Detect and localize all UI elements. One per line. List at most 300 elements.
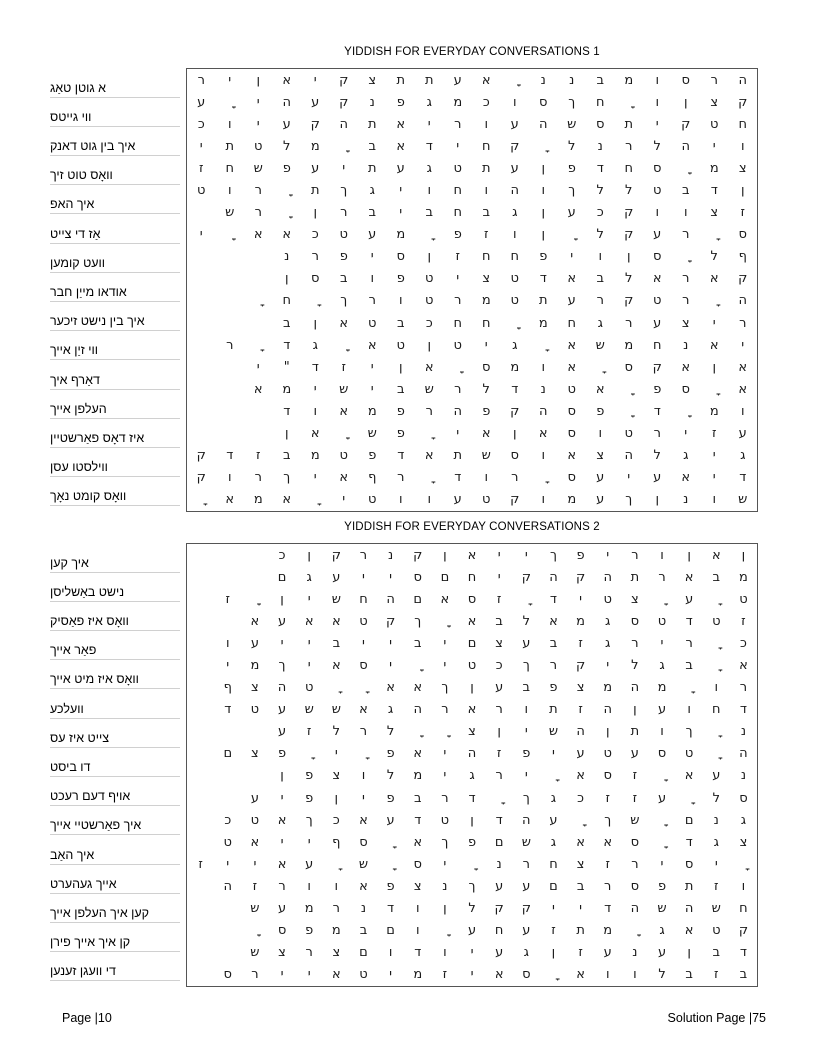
letter-grid-cell[interactable]: ר	[340, 205, 348, 221]
letter-grid-cell[interactable]: "	[283, 359, 290, 375]
letter-grid-cell[interactable]: א	[282, 227, 292, 243]
letter-grid-cell[interactable]: ם	[277, 569, 287, 585]
letter-grid-cell[interactable]	[513, 588, 540, 610]
letter-grid-cell[interactable]: מ	[576, 613, 585, 629]
letter-grid-cell[interactable]: ה	[549, 569, 558, 585]
letter-grid-cell[interactable]: ה	[339, 116, 348, 132]
letter-grid-cell[interactable]: י	[655, 116, 659, 132]
letter-grid-cell[interactable]: ע	[522, 923, 531, 939]
letter-grid-cell[interactable]: ר	[368, 293, 376, 309]
letter-grid-cell[interactable]: ע	[549, 812, 558, 828]
letter-grid-cell[interactable]: ך	[414, 613, 422, 629]
letter-grid-cell[interactable]: א	[549, 613, 558, 629]
letter-grid-cell[interactable]: ג	[683, 448, 689, 464]
letter-grid-cell[interactable]: ר	[653, 426, 661, 442]
letter-grid-cell[interactable]	[301, 290, 330, 312]
letter-grid-cell[interactable]: ס	[596, 116, 605, 132]
letter-grid-cell[interactable]: ל	[653, 138, 661, 154]
letter-grid-cell[interactable]: נ	[360, 901, 367, 917]
letter-grid-cell[interactable]: ר	[658, 569, 666, 585]
letter-grid-cell[interactable]	[529, 467, 558, 489]
letter-grid-cell[interactable]: א	[339, 470, 349, 486]
letter-grid-cell[interactable]	[214, 942, 241, 964]
letter-grid-cell[interactable]: ק	[339, 94, 349, 110]
letter-grid-cell[interactable]: פ	[522, 746, 531, 762]
letter-grid-cell[interactable]: ד	[454, 470, 462, 486]
letter-grid-cell[interactable]: ס	[567, 470, 576, 486]
letter-grid-cell[interactable]: א	[567, 448, 577, 464]
letter-grid-cell[interactable]: י	[313, 381, 317, 397]
letter-grid-cell[interactable]: ן	[443, 901, 447, 917]
letter-grid-cell[interactable]: ק	[339, 72, 349, 88]
letter-grid-cell[interactable]: ס	[311, 271, 320, 287]
letter-grid-cell[interactable]: ר	[631, 547, 639, 563]
letter-grid-cell[interactable]: ה	[630, 680, 640, 696]
letter-grid-cell[interactable]: ך	[568, 94, 576, 110]
letter-grid-cell[interactable]: ק	[681, 116, 691, 132]
letter-grid-cell[interactable]: ס	[413, 856, 422, 872]
letter-grid-cell[interactable]: ט	[684, 746, 694, 762]
letter-grid-cell[interactable]: צ	[482, 271, 491, 287]
letter-grid-cell[interactable]	[377, 831, 404, 853]
letter-grid-cell[interactable]: ע	[311, 94, 320, 110]
letter-grid-cell[interactable]: י	[307, 967, 311, 983]
letter-grid-cell[interactable]: ל	[710, 249, 718, 265]
letter-grid-cell[interactable]: א	[467, 613, 477, 629]
letter-grid-cell[interactable]: ע	[522, 635, 531, 651]
letter-grid-cell[interactable]: ת	[624, 116, 634, 132]
letter-grid-cell[interactable]: ד	[539, 271, 547, 287]
letter-grid-cell[interactable]: כ	[482, 94, 490, 110]
letter-grid-cell[interactable]: מ	[709, 403, 719, 419]
letter-grid-cell[interactable]: פ	[277, 746, 287, 762]
letter-grid-cell[interactable]: ב	[282, 448, 291, 464]
letter-grid-cell[interactable]: ה	[576, 724, 585, 740]
letter-grid-cell[interactable]: י	[342, 492, 346, 508]
letter-grid-cell[interactable]	[350, 677, 377, 699]
letter-grid-cell[interactable]: ת	[396, 72, 406, 88]
letter-grid-cell[interactable]: י	[484, 337, 488, 353]
letter-grid-cell[interactable]: ר	[454, 381, 462, 397]
letter-grid-cell[interactable]: ב	[282, 315, 291, 331]
letter-grid-cell[interactable]: נ	[540, 72, 546, 88]
letter-grid-cell[interactable]: ח	[482, 138, 491, 154]
letter-grid-cell[interactable]: י	[199, 227, 203, 243]
letter-grid-cell[interactable]: י	[741, 337, 745, 353]
letter-grid-cell[interactable]: ג	[387, 702, 394, 718]
letter-grid-cell[interactable]: ן	[687, 945, 691, 961]
letter-grid-cell[interactable]: ט	[250, 812, 260, 828]
letter-grid-cell[interactable]: ר	[625, 315, 633, 331]
letter-grid-cell[interactable]: ר	[441, 790, 449, 806]
letter-grid-cell[interactable]	[214, 721, 241, 743]
letter-grid-cell[interactable]	[540, 964, 567, 986]
letter-grid-cell[interactable]: א	[339, 315, 349, 331]
letter-grid-cell[interactable]: י	[497, 547, 501, 563]
letter-grid-cell[interactable]: ט	[653, 293, 662, 309]
letter-grid-cell[interactable]: ד	[739, 470, 747, 486]
letter-grid-cell[interactable]: א	[739, 658, 748, 674]
letter-grid-cell[interactable]: ד	[739, 945, 747, 961]
letter-grid-cell[interactable]: ש	[253, 160, 263, 176]
letter-grid-cell[interactable]: ט	[339, 227, 348, 243]
letter-grid-cell[interactable]: ד	[685, 613, 693, 629]
letter-grid-cell[interactable]: ש	[304, 702, 314, 718]
letter-grid-cell[interactable]: צ	[368, 72, 377, 88]
letter-grid-cell[interactable]	[244, 400, 273, 422]
letter-grid-cell[interactable]: י	[313, 470, 317, 486]
letter-grid-cell[interactable]: ף	[332, 834, 341, 850]
letter-grid-cell[interactable]	[216, 312, 245, 334]
letter-grid-cell[interactable]	[323, 853, 350, 875]
letter-grid-cell[interactable]: ו	[313, 403, 318, 419]
letter-grid-cell[interactable]	[529, 334, 558, 356]
letter-grid-cell[interactable]: ד	[414, 812, 422, 828]
letter-grid-cell[interactable]: א	[367, 337, 377, 353]
letter-grid-cell[interactable]: ת	[576, 923, 585, 939]
letter-grid-cell[interactable]: ש	[358, 856, 369, 872]
letter-grid-cell[interactable]: ח	[653, 337, 662, 353]
letter-grid-cell[interactable]	[187, 787, 214, 809]
letter-grid-cell[interactable]: ר	[682, 293, 690, 309]
letter-grid-cell[interactable]: ז	[455, 249, 460, 265]
letter-grid-cell[interactable]: ו	[655, 72, 660, 88]
letter-grid-cell[interactable]: ש	[339, 381, 349, 397]
letter-grid-cell[interactable]	[241, 721, 268, 743]
letter-grid-cell[interactable]: י	[370, 249, 374, 265]
letter-grid-cell[interactable]: י	[370, 359, 374, 375]
letter-grid-cell[interactable]: א	[738, 359, 748, 375]
letter-grid-cell[interactable]: י	[606, 547, 610, 563]
letter-grid-cell[interactable]: מ	[603, 680, 613, 696]
letter-grid-cell[interactable]: ן	[313, 315, 318, 331]
letter-grid-cell[interactable]: ט	[304, 680, 314, 696]
letter-grid-cell[interactable]: ע	[197, 94, 206, 110]
letter-grid-cell[interactable]: ר	[739, 315, 747, 331]
letter-grid-cell[interactable]: ו	[598, 426, 603, 442]
letter-grid-cell[interactable]: ע	[738, 426, 747, 442]
letter-grid-cell[interactable]: י	[256, 94, 260, 110]
letter-grid-cell[interactable]: ט	[425, 271, 434, 287]
letter-grid-cell[interactable]: ס	[738, 227, 747, 243]
letter-grid-cell[interactable]	[377, 853, 404, 875]
letter-grid-cell[interactable]: ע	[495, 878, 504, 894]
letter-grid-cell[interactable]: ע	[603, 945, 612, 961]
letter-grid-cell[interactable]: ר	[425, 403, 433, 419]
letter-grid-cell[interactable]: ז	[578, 635, 583, 651]
letter-grid-cell[interactable]	[187, 809, 214, 831]
letter-grid-cell[interactable]: א	[250, 613, 260, 629]
letter-grid-cell[interactable]: ע	[712, 768, 721, 784]
letter-grid-cell[interactable]: ק	[413, 547, 423, 563]
letter-grid-cell[interactable]: ע	[596, 470, 605, 486]
letter-grid-cell[interactable]	[700, 290, 729, 312]
letter-grid-cell[interactable]: ד	[224, 702, 232, 718]
letter-grid-cell[interactable]: ש	[711, 901, 721, 917]
letter-grid-cell[interactable]: כ	[278, 547, 286, 563]
letter-grid-cell[interactable]: ק	[510, 403, 520, 419]
letter-grid-cell[interactable]: י	[714, 856, 718, 872]
letter-grid-cell[interactable]: ו	[225, 635, 230, 651]
letter-grid-cell[interactable]: מ	[310, 448, 320, 464]
letter-grid-cell[interactable]: י	[712, 470, 716, 486]
letter-grid-cell[interactable]: א	[253, 227, 263, 243]
letter-grid-cell[interactable]	[244, 312, 273, 334]
letter-grid-cell[interactable]: ט	[254, 138, 263, 154]
letter-grid-cell[interactable]: ל	[522, 613, 530, 629]
letter-grid-cell[interactable]: ג	[306, 569, 312, 585]
letter-grid-cell[interactable]: ע	[596, 492, 605, 508]
letter-grid-cell[interactable]: ט	[603, 746, 612, 762]
letter-grid-cell[interactable]: ר	[311, 249, 319, 265]
letter-grid-cell[interactable]: מ	[624, 72, 634, 88]
letter-grid-cell[interactable]: ס	[630, 613, 640, 629]
letter-grid-cell[interactable]: ר	[397, 470, 405, 486]
letter-grid-cell[interactable]	[703, 721, 730, 743]
letter-grid-cell[interactable]	[187, 312, 216, 334]
letter-grid-cell[interactable]: צ	[739, 834, 748, 850]
letter-grid-cell[interactable]	[187, 334, 216, 356]
letter-grid-cell[interactable]: מ	[250, 658, 260, 674]
letter-grid-cell[interactable]: ב	[413, 790, 422, 806]
letter-grid-cell[interactable]: צ	[495, 635, 504, 651]
letter-grid-cell[interactable]: י	[389, 569, 393, 585]
letter-grid-cell[interactable]: ל	[596, 183, 604, 199]
letter-grid-cell[interactable]: י	[470, 967, 474, 983]
letter-grid-2[interactable]	[187, 544, 757, 986]
letter-grid-cell[interactable]	[187, 632, 214, 654]
letter-grid-cell[interactable]: ג	[659, 923, 665, 939]
letter-grid-cell[interactable]: ד	[549, 591, 557, 607]
letter-grid-cell[interactable]: ק	[510, 492, 520, 508]
letter-grid-cell[interactable]: ט	[482, 492, 491, 508]
letter-grid-cell[interactable]: ך	[278, 658, 286, 674]
letter-grid-cell[interactable]: ה	[681, 138, 690, 154]
letter-grid-cell[interactable]: א	[567, 337, 577, 353]
letter-grid-cell[interactable]: ז	[578, 945, 583, 961]
letter-grid-cell[interactable]	[615, 400, 644, 422]
letter-grid-cell[interactable]	[676, 787, 703, 809]
letter-grid-cell[interactable]: פ	[453, 227, 462, 243]
letter-grid-cell[interactable]: ד	[283, 403, 291, 419]
letter-grid-cell[interactable]	[241, 920, 268, 942]
letter-grid-cell[interactable]: ר	[226, 337, 234, 353]
letter-grid-cell[interactable]: ב	[413, 635, 422, 651]
letter-grid-cell[interactable]: ז	[442, 967, 448, 983]
letter-grid-cell[interactable]: ו	[541, 359, 546, 375]
letter-grid-cell[interactable]: ט	[339, 448, 348, 464]
letter-grid-cell[interactable]: פ	[386, 878, 395, 894]
letter-grid-cell[interactable]: ך	[305, 812, 313, 828]
letter-grid-cell[interactable]	[187, 942, 214, 964]
letter-grid-cell[interactable]	[350, 743, 377, 765]
letter-grid-cell[interactable]: י	[443, 635, 447, 651]
letter-grid-cell[interactable]: ת	[549, 702, 558, 718]
letter-grid-cell[interactable]: ת	[538, 293, 548, 309]
letter-grid-cell[interactable]: א	[310, 426, 320, 442]
letter-grid-cell[interactable]	[415, 224, 444, 246]
letter-grid-cell[interactable]: ן	[605, 724, 610, 740]
letter-grid-cell[interactable]: ך	[468, 878, 476, 894]
letter-grid-cell[interactable]	[621, 920, 648, 942]
letter-grid-cell[interactable]: ר	[631, 856, 639, 872]
letter-grid-cell[interactable]: ן	[512, 426, 517, 442]
letter-grid-cell[interactable]: ח	[510, 249, 519, 265]
letter-grid-cell[interactable]: מ	[453, 94, 463, 110]
letter-grid-cell[interactable]	[187, 610, 214, 632]
letter-grid-cell[interactable]: ר	[359, 547, 368, 563]
letter-grid-cell[interactable]: ס	[657, 746, 667, 762]
letter-grid-cell[interactable]: ז	[605, 790, 610, 806]
letter-grid-cell[interactable]: צ	[576, 856, 585, 872]
letter-grid-cell[interactable]: ך	[522, 658, 530, 674]
letter-grid-cell[interactable]: ן	[470, 680, 474, 696]
letter-grid-cell[interactable]: י	[456, 426, 460, 442]
letter-grid-cell[interactable]: ת	[630, 724, 640, 740]
letter-grid-cell[interactable]: צ	[710, 205, 719, 221]
letter-grid-cell[interactable]: ר	[495, 768, 503, 784]
letter-grid-cell[interactable]: ו	[541, 492, 546, 508]
letter-grid-cell[interactable]: ו	[484, 470, 489, 486]
letter-grid-cell[interactable]	[216, 423, 245, 445]
letter-grid-cell[interactable]: ת	[684, 878, 694, 894]
letter-grid-cell[interactable]: צ	[278, 945, 286, 961]
letter-grid-cell[interactable]: ב	[712, 945, 721, 961]
letter-grid-cell[interactable]: ו	[655, 94, 660, 110]
letter-grid-cell[interactable]: ט	[510, 271, 519, 287]
letter-grid-cell[interactable]: כ	[425, 315, 433, 331]
letter-grid-cell[interactable]: ש	[521, 834, 531, 850]
letter-grid-cell[interactable]: ד	[685, 834, 693, 850]
letter-grid-cell[interactable]: ט	[624, 426, 633, 442]
letter-grid-cell[interactable]	[187, 423, 216, 445]
letter-grid-cell[interactable]: א	[277, 812, 287, 828]
letter-grid-cell[interactable]: י	[627, 470, 631, 486]
letter-grid-cell[interactable]: פ	[576, 547, 585, 563]
letter-grid-cell[interactable]: י	[570, 249, 574, 265]
letter-grid-cell[interactable]: ך	[522, 790, 530, 806]
letter-grid-cell[interactable]: ן	[633, 702, 637, 718]
letter-grid-cell[interactable]	[323, 677, 350, 699]
letter-grid-cell[interactable]	[296, 743, 323, 765]
letter-grid-cell[interactable]: ז	[483, 227, 489, 243]
letter-grid-cell[interactable]: ח	[739, 901, 748, 917]
letter-grid-cell[interactable]: י	[307, 834, 311, 850]
letter-grid-cell[interactable]: ב	[685, 658, 693, 674]
letter-grid-cell[interactable]: ז	[632, 768, 638, 784]
letter-grid-cell[interactable]: ף	[738, 249, 747, 265]
letter-grid-cell[interactable]	[558, 224, 587, 246]
letter-grid-cell[interactable]: ך	[604, 812, 612, 828]
letter-grid-cell[interactable]	[301, 489, 330, 511]
letter-grid-cell[interactable]: נ	[683, 492, 689, 508]
letter-grid-cell[interactable]: ה	[467, 746, 477, 762]
letter-grid-cell[interactable]: א	[567, 359, 577, 375]
letter-grid-cell[interactable]: י	[712, 315, 716, 331]
letter-grid-cell[interactable]: ח	[738, 116, 747, 132]
letter-grid-cell[interactable]: פ	[657, 878, 667, 894]
letter-grid-cell[interactable]: ו	[427, 492, 432, 508]
letter-grid-cell[interactable]: ו	[388, 945, 393, 961]
letter-grid-cell[interactable]: צ	[681, 315, 690, 331]
letter-grid-cell[interactable]: ה	[282, 94, 291, 110]
letter-grid-cell[interactable]: צ	[332, 945, 341, 961]
letter-grid-cell[interactable]	[241, 566, 268, 588]
letter-grid-cell[interactable]: ל	[625, 271, 633, 287]
letter-grid-cell[interactable]	[187, 588, 214, 610]
letter-grid-cell[interactable]	[486, 787, 513, 809]
letter-grid-cell[interactable]: ר	[604, 878, 612, 894]
letter-grid-cell[interactable]: ס	[223, 967, 232, 983]
letter-grid-cell[interactable]: י	[280, 635, 284, 651]
letter-grid-cell[interactable]: ר	[631, 635, 639, 651]
letter-grid-cell[interactable]: י	[606, 658, 610, 674]
letter-grid-cell[interactable]	[187, 920, 214, 942]
letter-grid-cell[interactable]	[241, 588, 268, 610]
letter-grid-cell[interactable]: ז	[714, 878, 719, 894]
letter-grid-cell[interactable]: ו	[307, 878, 311, 894]
letter-grid-cell[interactable]: ט	[739, 591, 748, 607]
letter-grid-cell[interactable]: מ	[282, 381, 292, 397]
letter-grid-cell[interactable]: ה	[738, 72, 747, 88]
letter-grid-cell[interactable]	[216, 400, 245, 422]
letter-grid-cell[interactable]: ו	[660, 724, 664, 740]
letter-grid-cell[interactable]: ח	[359, 591, 368, 607]
letter-grid-cell[interactable]: ט	[453, 160, 462, 176]
letter-grid-cell[interactable]	[214, 787, 241, 809]
letter-grid-cell[interactable]: י	[307, 635, 311, 651]
letter-grid-cell[interactable]	[216, 91, 245, 113]
letter-grid-cell[interactable]: א	[396, 138, 406, 154]
letter-grid-cell[interactable]: א	[567, 271, 577, 287]
letter-grid-cell[interactable]: א	[386, 680, 395, 696]
letter-grid-cell[interactable]: ר	[251, 967, 259, 983]
letter-grid-cell[interactable]: ע	[576, 746, 585, 762]
letter-grid-cell[interactable]: ר	[682, 271, 690, 287]
letter-grid-cell[interactable]: ש	[367, 426, 377, 442]
letter-grid-cell[interactable]: ט	[712, 923, 721, 939]
letter-grid-cell[interactable]: ל	[625, 183, 633, 199]
letter-grid-cell[interactable]: ת	[225, 138, 235, 154]
letter-grid-cell[interactable]: א	[467, 702, 477, 718]
letter-grid-cell[interactable]: ג	[312, 337, 318, 353]
letter-grid-cell[interactable]: א	[413, 680, 423, 696]
letter-grid-cell[interactable]	[648, 765, 675, 787]
letter-grid-cell[interactable]: ל	[631, 658, 639, 674]
letter-grid-cell[interactable]: ן	[307, 547, 311, 563]
letter-grid-cell[interactable]: ו	[227, 470, 232, 486]
letter-grid-cell[interactable]: ן	[280, 768, 284, 784]
letter-grid-cell[interactable]: ע	[685, 591, 694, 607]
letter-grid-cell[interactable]: ף	[223, 680, 232, 696]
letter-grid-cell[interactable]: ז	[605, 856, 610, 872]
letter-grid-cell[interactable]	[330, 135, 359, 157]
letter-grid-cell[interactable]: י	[280, 967, 284, 983]
letter-grid-cell[interactable]: ע	[396, 160, 405, 176]
letter-grid-cell[interactable]: מ	[510, 359, 520, 375]
letter-grid-cell[interactable]: ח	[712, 702, 721, 718]
letter-grid-cell[interactable]	[703, 654, 730, 676]
letter-grid-cell[interactable]: ל	[468, 901, 476, 917]
letter-grid-cell[interactable]: ע	[250, 635, 259, 651]
letter-grid-cell[interactable]: ס	[681, 381, 690, 397]
letter-grid-cell[interactable]: ג	[605, 635, 611, 651]
letter-grid-cell[interactable]: ב	[596, 72, 604, 88]
letter-grid-cell[interactable]: ו	[541, 183, 546, 199]
letter-grid-cell[interactable]: ע	[657, 790, 667, 806]
letter-grid-cell[interactable]: ע	[510, 116, 519, 132]
letter-grid-cell[interactable]	[273, 179, 302, 201]
